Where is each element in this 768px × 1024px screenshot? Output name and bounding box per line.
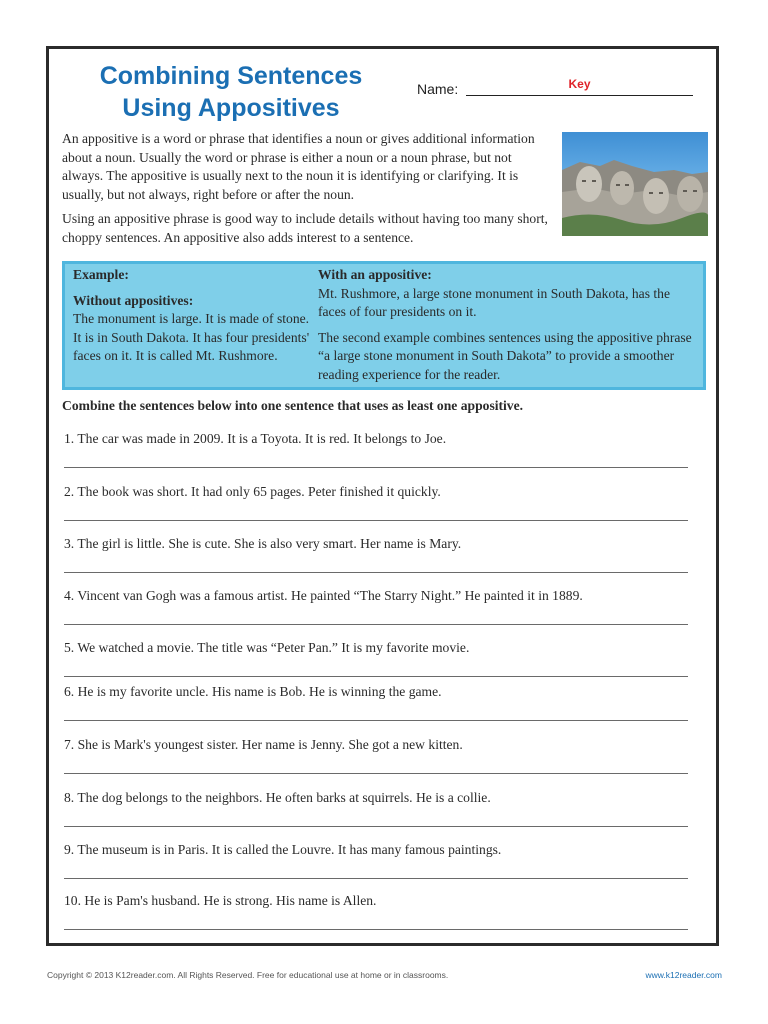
question-text: 6. He is my favorite uncle. His name is Bob. He is winning the game. — [64, 684, 442, 699]
answer-line[interactable] — [64, 826, 688, 827]
answer-line[interactable] — [64, 929, 688, 930]
question-text: 2. The book was short. It had only 65 pages. Peter finished it quickly. — [64, 484, 441, 499]
name-underline — [466, 95, 693, 96]
question-text: 5. We watched a movie. The title was “Peter Pan.” It is my favorite movie. — [64, 640, 470, 655]
question-text: 9. The museum is in Paris. It is called the Louvre. It has many famous paintings. — [64, 842, 502, 857]
question-2 — [62, 484, 688, 528]
question-text: 1. The car was made in 2009. It is a Toyota. It is red. It belongs to Joe. — [64, 431, 447, 446]
instructions: Combine the sentences below into one sentence that uses as least one appositive. — [62, 398, 524, 413]
answer-line[interactable] — [64, 676, 688, 677]
question-8 — [62, 790, 688, 834]
without-appositives-text: The monument is large. It is made of stone. It is in South Dakota. It has four presidents' faces on it. It is called Mt. Rushmore. — [73, 311, 310, 363]
answer-line[interactable] — [64, 878, 688, 879]
answer-line[interactable] — [64, 624, 688, 625]
website-link[interactable]: www.k12reader.com — [645, 970, 722, 980]
name-label: Name: — [417, 81, 459, 97]
question-5 — [62, 640, 688, 684]
title-line-1: Combining Sentences — [99, 62, 363, 90]
example-box — [62, 261, 706, 390]
answer-line[interactable] — [64, 467, 688, 468]
intro-text — [62, 130, 552, 253]
question-6 — [62, 684, 688, 728]
example-explanation: The second example combines sentences using the appositive phrase “a large stone monument in South Dakota” to provide a smoother reading experience for the reader. — [318, 329, 692, 382]
intro-paragraph-1: An appositive is a word or phrase that identifies a noun or gives additional information about a noun. Usually the word or phrase is either a noun or a noun phrase, but not always. The appositive is usually next to the noun it is identifying or clarifying. It is usually, but not always, right before or after the noun. — [62, 131, 535, 202]
question-4 — [62, 588, 688, 632]
title-line-2: Using Appositives — [122, 94, 340, 122]
question-text: 8. The dog belongs to the neighbors. He often barks at squirrels. He is a collie. — [64, 790, 491, 805]
question-10 — [62, 893, 688, 937]
example-with-column — [318, 266, 693, 384]
example-without-column — [73, 266, 313, 366]
without-appositives-label: Without appositives: — [73, 292, 194, 308]
question-9 — [62, 842, 688, 886]
with-appositive-text: Mt. Rushmore, a large stone monument in South Dakota, has the faces of four presidents on it. — [318, 285, 671, 319]
mount-rushmore-photo — [562, 132, 708, 236]
example-heading: Example: — [73, 267, 129, 282]
name-field[interactable] — [417, 78, 693, 98]
name-value: Key — [568, 77, 591, 91]
answer-line[interactable] — [64, 773, 688, 774]
with-appositive-label: With an appositive: — [318, 267, 432, 282]
answer-line[interactable] — [64, 520, 688, 521]
question-text: 4. Vincent van Gogh was a famous artist. He painted “The Starry Night.” He painted it in 1889. — [64, 588, 583, 603]
page-title — [56, 60, 406, 124]
answer-line[interactable] — [64, 720, 688, 721]
question-3 — [62, 536, 688, 580]
intro-paragraph-2: Using an appositive phrase is good way to include details without having too many short, choppy sentences. An appositive also adds interest to a sentence. — [62, 211, 548, 245]
copyright-footer: Copyright © 2013 K12reader.com. All Rights Reserved. Free for educational use at home or in classrooms. — [47, 970, 449, 980]
question-7 — [62, 737, 688, 781]
answer-line[interactable] — [64, 572, 688, 573]
question-text: 7. She is Mark's youngest sister. Her name is Jenny. She got a new kitten. — [64, 737, 463, 752]
question-text: 10. He is Pam's husband. He is strong. His name is Allen. — [64, 893, 377, 908]
question-1 — [62, 431, 688, 475]
question-text: 3. The girl is little. She is cute. She is also very smart. Her name is Mary. — [64, 536, 462, 551]
